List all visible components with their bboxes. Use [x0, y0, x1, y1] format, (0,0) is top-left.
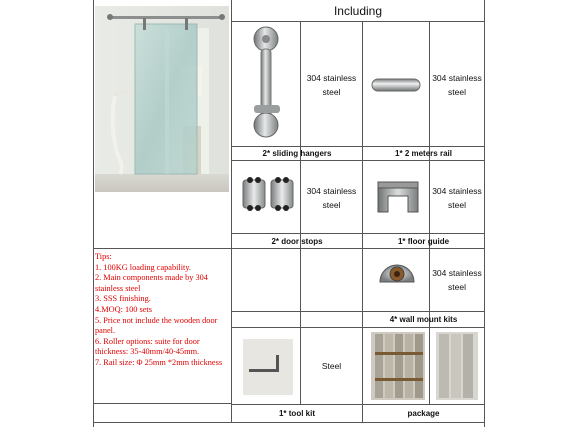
item-caption-floor-guide: 1* floor guide	[397, 236, 450, 246]
item-caption-door-stops: 2* door stops	[271, 236, 323, 246]
item-caption-wall-mount: 4* wall mount kits	[389, 315, 458, 324]
door-stop-icon	[240, 172, 296, 214]
tip-line: 5. Price not include the wooden door panel.	[95, 315, 218, 336]
package-photo	[436, 332, 478, 400]
item-caption-rail: 1* 2 meters rail	[395, 149, 452, 158]
tip-line: 1. 100KG loading capability.	[95, 262, 192, 272]
item-caption-hangers: 2* sliding hangers	[262, 149, 332, 158]
item-caption-package: package	[407, 409, 440, 418]
tip-line: 3. SSS finishing.	[95, 294, 151, 304]
item-spec-floor-guide: 304 stainless steel	[432, 186, 482, 210]
item-spec-door-stops: 304 stainless steel	[306, 186, 357, 210]
tip-line: 4.MOQ: 100 sets	[95, 304, 152, 314]
glass-door-photo	[95, 6, 229, 192]
package-icon	[371, 332, 425, 400]
rail-icon	[370, 74, 422, 96]
tool-kit-icon	[243, 339, 293, 395]
tips-heading: Tips:	[95, 252, 112, 261]
tip-line: 7. Rail size: Φ 25mm *2mm thickness	[95, 357, 223, 367]
sliding-hanger-icon	[246, 25, 286, 142]
floor-guide-icon	[372, 176, 424, 220]
item-caption-tool-kit: 1* tool kit	[278, 409, 315, 418]
item-spec-rail: 304 stainless steel	[432, 73, 482, 97]
tips-block	[95, 252, 232, 369]
item-spec-wall-mount: 304 stainless steel	[432, 268, 482, 292]
wall-mount-icon	[372, 254, 422, 288]
item-spec-hangers: 304 stainless steel	[306, 73, 357, 97]
table-title: Including	[333, 3, 383, 18]
tip-line: 2. Main components made by 304 stainless steel	[95, 273, 208, 293]
tip-line: 6. Roller options: suite for door thickness: 35-40mm/40-45mm.	[95, 336, 200, 357]
item-spec-tool-kit: Steel	[321, 361, 342, 371]
